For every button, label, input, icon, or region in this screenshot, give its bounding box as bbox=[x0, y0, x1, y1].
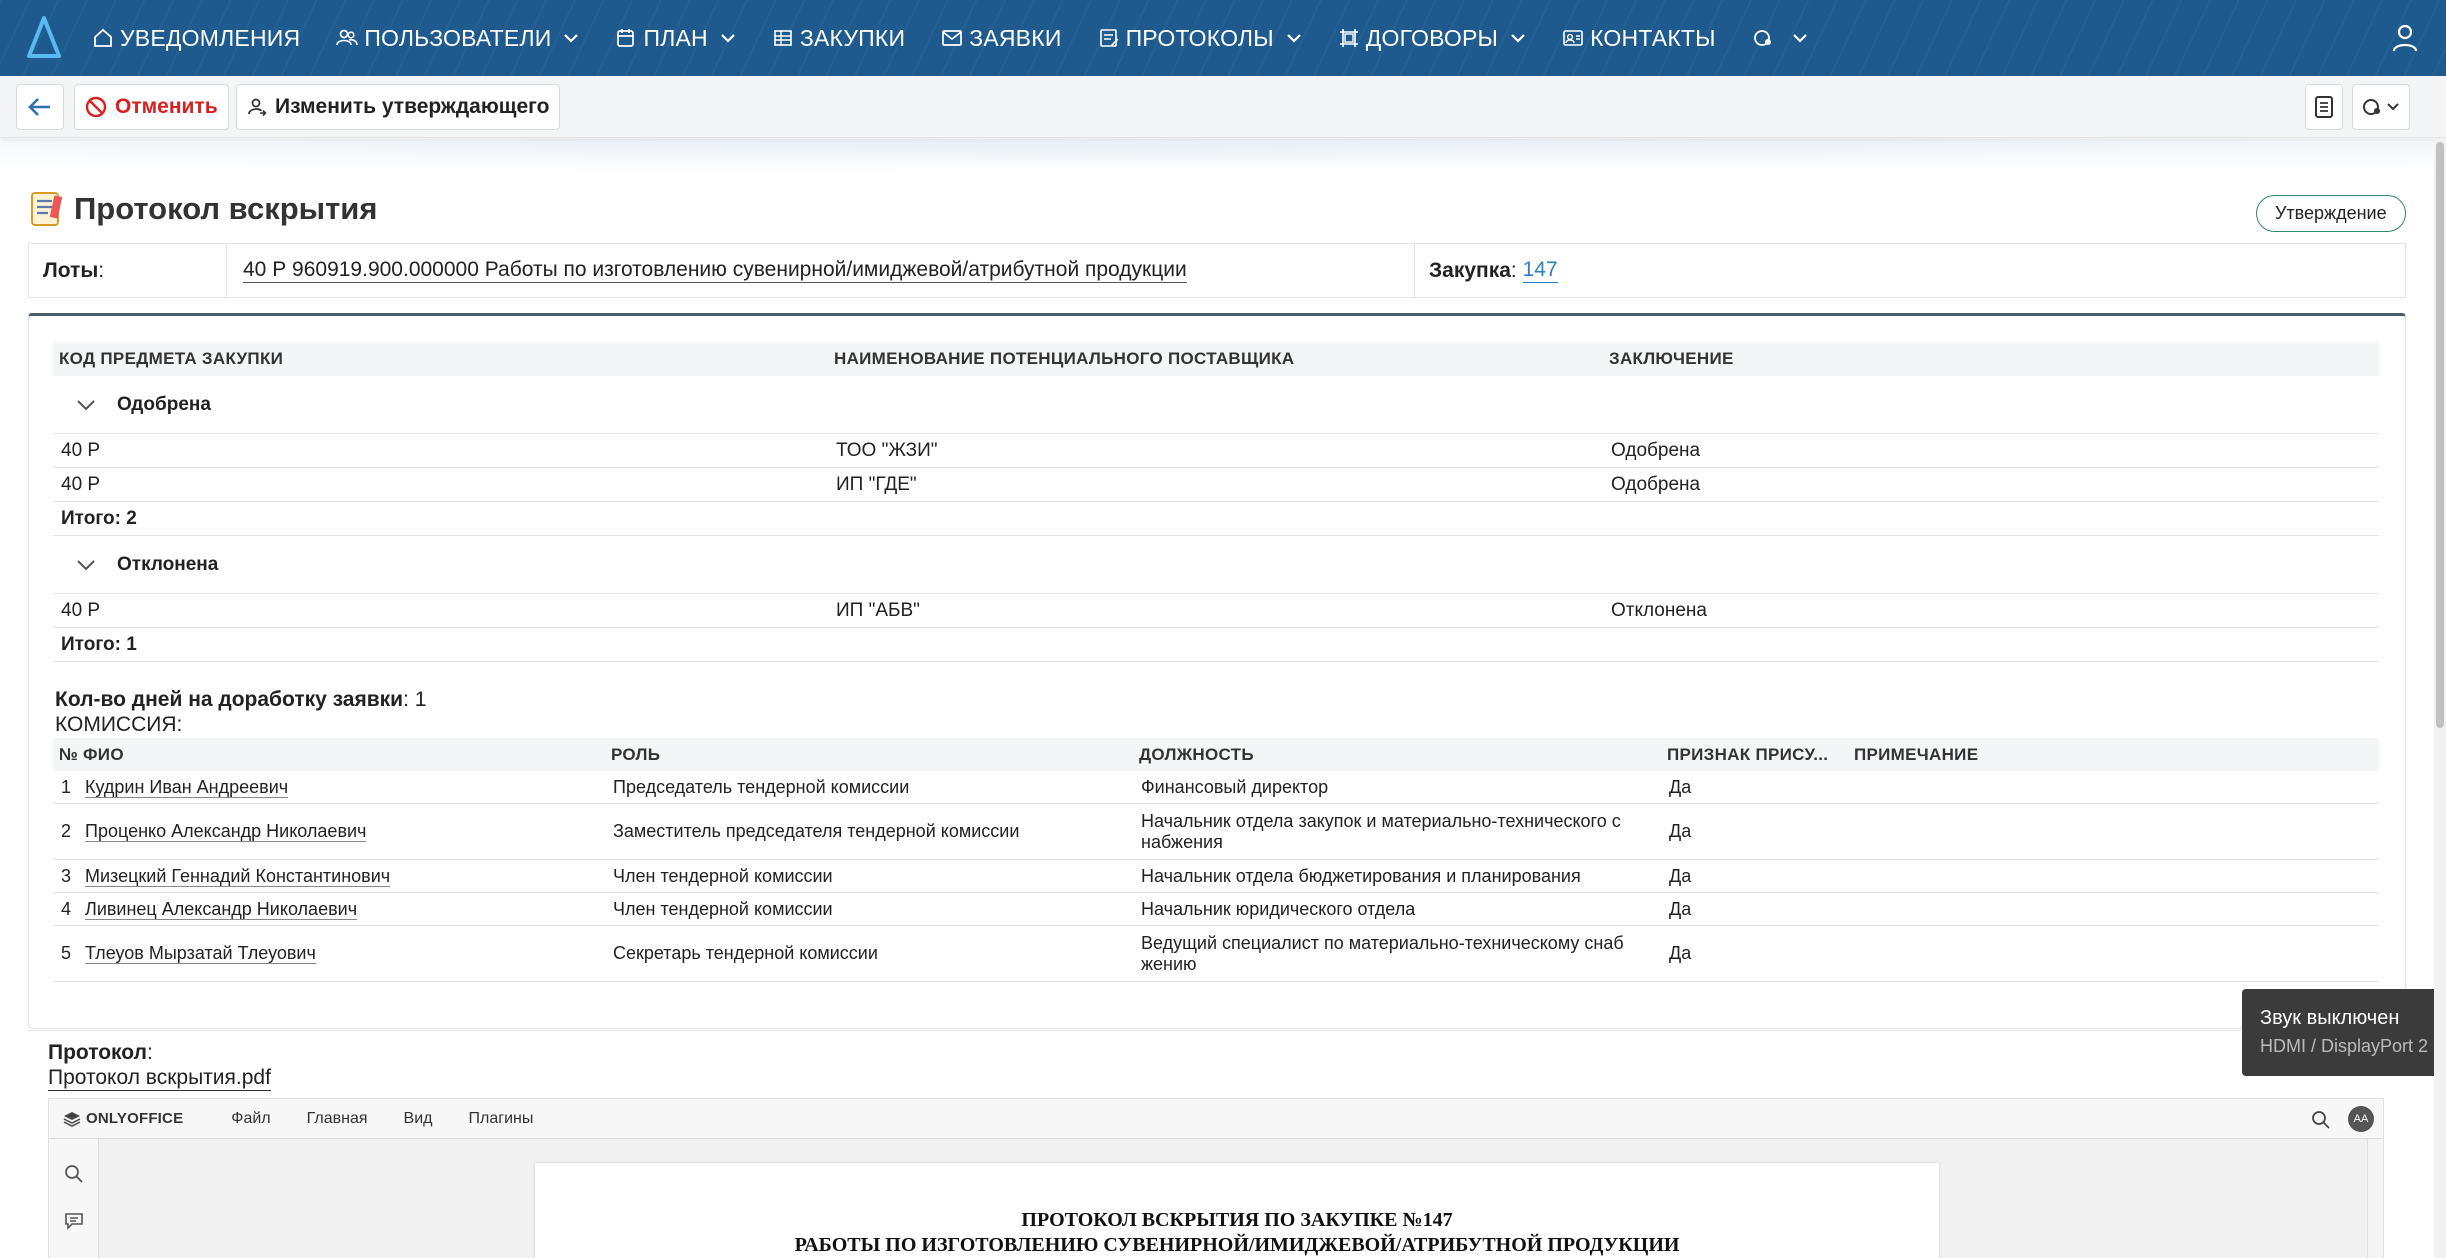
toast-subtitle: HDMI / DisplayPort 2 bbox=[2260, 1036, 2429, 1056]
nav-item-6[interactable] bbox=[1338, 25, 1526, 52]
cell-n: 1 bbox=[61, 776, 72, 797]
cell-name[interactable] bbox=[79, 899, 607, 920]
commission-table bbox=[53, 738, 2379, 982]
column-header[interactable]: ФИО bbox=[83, 744, 124, 764]
more-actions-button[interactable] bbox=[2352, 84, 2410, 130]
page-header bbox=[28, 190, 377, 228]
chevron-down-icon bbox=[720, 32, 736, 44]
cell-role: Заместитель председателя тендерной комиссии bbox=[613, 821, 1020, 841]
viewer-menu-item[interactable]: Главная bbox=[306, 1109, 368, 1127]
cell-conclusion: Одобрена bbox=[1611, 473, 1701, 495]
nav-item-5[interactable] bbox=[1098, 25, 1302, 52]
settings-clock-icon bbox=[2362, 97, 2382, 117]
cell-n: 2 bbox=[61, 821, 72, 841]
lots-value-cell bbox=[227, 244, 1415, 297]
revision-days: Кол-во дней на доработку заявки: 1 bbox=[55, 688, 427, 711]
chevron-down-icon bbox=[75, 398, 97, 412]
lots-row bbox=[28, 243, 2406, 298]
nav-item-7[interactable] bbox=[1562, 25, 1716, 52]
commission-label: КОМИССИЯ: bbox=[55, 713, 183, 736]
cell-conclusion: Одобрена bbox=[1611, 439, 1701, 461]
cell-name[interactable] bbox=[79, 777, 607, 798]
nav-item-label: ЗАКУПКИ bbox=[799, 24, 906, 51]
viewer-menu-item[interactable]: Плагины bbox=[468, 1109, 534, 1127]
viewer-menu-item[interactable]: Файл bbox=[231, 1109, 271, 1127]
cell-position: Начальник отдела закупок и материально-технического с набжения bbox=[1141, 810, 1621, 852]
commission-row[interactable] bbox=[53, 771, 2379, 804]
arrow-left-icon bbox=[28, 97, 52, 117]
group-name: Отклонена bbox=[117, 553, 219, 575]
bids-table bbox=[53, 342, 2379, 662]
group-row[interactable] bbox=[53, 536, 2379, 594]
revision-days-value: 1 bbox=[414, 688, 427, 711]
cell-position: Финансовый директор bbox=[1141, 776, 1329, 797]
calendar-icon bbox=[615, 27, 637, 49]
chevron-down-icon bbox=[1510, 32, 1526, 44]
cell-n: 5 bbox=[61, 943, 72, 963]
cell-position: Начальник отдела бюджетирования и планирования bbox=[1141, 865, 1581, 886]
group-row[interactable] bbox=[53, 376, 2379, 434]
layers-icon bbox=[63, 1111, 81, 1127]
top-navbar bbox=[0, 0, 2446, 76]
viewer-scrollbar[interactable] bbox=[2367, 1139, 2383, 1258]
commission-table-header bbox=[53, 738, 2379, 771]
member-name-link[interactable]: Проценко Александр Николаевич bbox=[85, 821, 367, 841]
nav-item-2[interactable] bbox=[615, 25, 735, 52]
page-title: Протокол вскрытия bbox=[74, 191, 378, 226]
protocol-icon bbox=[1098, 27, 1120, 49]
nav-item-label: ПРОТОКОЛЫ bbox=[1125, 24, 1274, 51]
viewer-brand: ONLYOFFICE bbox=[86, 1110, 184, 1127]
page-scrollbar[interactable] bbox=[2434, 138, 2446, 1258]
table-row[interactable] bbox=[53, 468, 2379, 502]
column-header[interactable]: РОЛЬ bbox=[611, 744, 661, 764]
onlyoffice-logo bbox=[63, 1110, 183, 1127]
lots-label-cell: Лоты : bbox=[29, 244, 227, 297]
chevron-down-icon bbox=[1286, 32, 1302, 44]
cell-conclusion: Отклонена bbox=[1611, 599, 1707, 621]
column-header[interactable]: ПРИЗНАК ПРИСУ... bbox=[1667, 744, 1829, 764]
change-approver-button[interactable] bbox=[236, 84, 560, 130]
users-icon bbox=[336, 27, 358, 49]
chevron-down-icon bbox=[563, 32, 579, 44]
column-header[interactable]: НАИМЕНОВАНИЕ ПОТЕНЦИАЛЬНОГО ПОСТАВЩИКА bbox=[834, 349, 1295, 368]
cell-present: Да bbox=[1669, 865, 1692, 886]
cell-present: Да bbox=[1669, 898, 1692, 919]
commission-row[interactable] bbox=[53, 804, 2379, 860]
column-header[interactable]: ЗАКЛЮЧЕНИЕ bbox=[1609, 349, 1734, 368]
cancel-button[interactable] bbox=[74, 84, 229, 130]
doc-title-line-2: РАБОТЫ ПО ИЗГОТОВЛЕНИЮ СУВЕНИРНОЙ/ИМИДЖЕВОЙ/АТРИБУТНОЙ ПРОДУКЦИИ bbox=[794, 1234, 1680, 1256]
nav-item-label: ПЛАН bbox=[643, 24, 708, 51]
cell-present: Да bbox=[1669, 821, 1692, 841]
nav-item-label: ПОЛЬЗОВАТЕЛИ bbox=[364, 24, 552, 51]
protocol-label-text: Протокол bbox=[48, 1041, 147, 1064]
purchase-cell: Закупка : 147 bbox=[1429, 258, 1558, 282]
cell-name[interactable] bbox=[79, 943, 607, 964]
nav-item-3[interactable] bbox=[772, 25, 905, 52]
viewer-toolbar bbox=[49, 1099, 2383, 1139]
status-badge: Утверждение bbox=[2256, 195, 2406, 232]
nav-item-label: УВЕДОМЛЕНИЯ bbox=[120, 24, 301, 51]
app-logo[interactable] bbox=[26, 14, 62, 60]
viewer-menu bbox=[231, 1110, 569, 1128]
nav-item-label: ДОГОВОРЫ bbox=[1365, 24, 1499, 51]
cell-code: 40 Р bbox=[61, 473, 101, 495]
viewer-menu-item[interactable]: Вид bbox=[403, 1109, 433, 1127]
user-icon[interactable] bbox=[2392, 24, 2418, 52]
protocol-details-card bbox=[28, 313, 2406, 1029]
protocol-document-icon bbox=[28, 190, 64, 228]
page-scrollbar-thumb[interactable] bbox=[2436, 142, 2444, 728]
member-name-link[interactable]: Ливинец Александр Николаевич bbox=[85, 898, 358, 919]
back-button[interactable] bbox=[16, 84, 64, 130]
doc-title-line-1: ПРОТОКОЛ ВСКРЫТИЯ ПО ЗАКУПКЕ №147 bbox=[1021, 1209, 1453, 1231]
table-row[interactable] bbox=[53, 434, 2379, 468]
cell-position: Ведущий специалист по материально-техническому снаб жению bbox=[1141, 932, 1624, 974]
cell-n: 4 bbox=[61, 898, 72, 919]
nav-item-label: КОНТАКТЫ bbox=[1590, 24, 1716, 51]
cell-supplier: ТОО "ЖЗИ" bbox=[836, 439, 938, 461]
chevron-down-icon bbox=[2386, 102, 2400, 112]
protocol-section bbox=[28, 1030, 2406, 1258]
cell-present: Да bbox=[1669, 776, 1692, 797]
envelope-icon bbox=[941, 27, 963, 49]
cell-role: Секретарь тендерной комиссии bbox=[613, 943, 878, 963]
column-header[interactable]: КОД ПРЕДМЕТА ЗАКУПКИ bbox=[59, 349, 284, 368]
column-header[interactable]: № bbox=[59, 744, 79, 764]
cell-position: Начальник юридического отдела bbox=[1141, 898, 1416, 919]
change-approver-label: Изменить утверждающего bbox=[275, 95, 550, 118]
cell-role: Председатель тендерной комиссии bbox=[613, 776, 910, 797]
member-name-link[interactable]: Тлеуов Мырзатай Тлеуович bbox=[85, 943, 316, 963]
group-name: Одобрена bbox=[117, 393, 211, 415]
nav-item-0[interactable] bbox=[92, 25, 300, 52]
column-header[interactable]: ПРИМЕЧАНИЕ bbox=[1854, 744, 1979, 764]
purchase-link[interactable]: 147 bbox=[1522, 258, 1558, 281]
commission-row[interactable] bbox=[53, 860, 2379, 893]
home-icon bbox=[92, 27, 114, 49]
document-icon bbox=[2314, 95, 2334, 119]
cell-name[interactable] bbox=[79, 821, 607, 842]
table-icon bbox=[772, 27, 794, 49]
revision-days-label: Кол-во дней на доработку заявки bbox=[55, 688, 404, 711]
contacts-icon bbox=[1562, 27, 1584, 49]
action-toolbar bbox=[0, 76, 2446, 138]
bids-table-header bbox=[53, 342, 2379, 376]
table-row[interactable] bbox=[53, 594, 2379, 628]
cell-code: 40 Р bbox=[61, 599, 101, 621]
contract-icon bbox=[1338, 27, 1360, 49]
member-name-link[interactable]: Мизецкий Геннадий Константинович bbox=[85, 865, 391, 886]
cell-n: 3 bbox=[61, 865, 72, 886]
nav-settings-menu[interactable] bbox=[1752, 27, 1808, 49]
volume-toast bbox=[2242, 989, 2446, 1076]
toast-title: Звук выключен bbox=[2260, 1007, 2400, 1029]
column-header[interactable]: ДОЛЖНОСТЬ bbox=[1139, 744, 1254, 764]
cancel-button-label: Отменить bbox=[115, 95, 218, 118]
group-total: Итого: 2 bbox=[53, 502, 2379, 536]
document-page bbox=[535, 1163, 1939, 1258]
sidebar-search-icon[interactable] bbox=[64, 1164, 84, 1184]
document-button[interactable] bbox=[2305, 84, 2343, 130]
protocol-label: Протокол: bbox=[48, 1041, 153, 1064]
commission-row[interactable] bbox=[53, 893, 2379, 926]
document-viewer[interactable] bbox=[48, 1098, 2384, 1258]
viewer-sidebar bbox=[49, 1139, 99, 1258]
cell-supplier: ИП "ГДЕ" bbox=[836, 473, 917, 495]
cell-supplier: ИП "АБВ" bbox=[836, 599, 920, 621]
chevron-down-icon bbox=[75, 558, 97, 572]
member-name-link[interactable]: Кудрин Иван Андреевич bbox=[85, 776, 289, 797]
header-background-pattern bbox=[0, 139, 2446, 179]
chevron-down-icon bbox=[1792, 32, 1808, 44]
protocol-file-link[interactable]: Протокол вскрытия.pdf bbox=[48, 1066, 271, 1089]
cell-role: Член тендерной комиссии bbox=[613, 865, 833, 886]
cell-name[interactable] bbox=[79, 866, 607, 887]
purchase-label: Закупка bbox=[1429, 258, 1511, 282]
cell-present: Да bbox=[1669, 943, 1692, 963]
commission-row[interactable] bbox=[53, 926, 2379, 982]
group-total: Итого: 1 bbox=[53, 628, 2379, 662]
nav-item-1[interactable] bbox=[336, 25, 579, 52]
block-icon bbox=[85, 96, 107, 118]
lot-link[interactable]: 40 Р 960919.900.000000 Работы по изготовлению сувенирной/имиджевой/атрибутной продукции bbox=[243, 258, 1187, 281]
nav-item-4[interactable] bbox=[941, 25, 1061, 52]
nav-item-label: ЗАЯВКИ bbox=[969, 24, 1062, 51]
comment-icon[interactable] bbox=[64, 1212, 84, 1230]
viewer-search-icon[interactable] bbox=[2311, 1110, 2331, 1130]
cell-code: 40 Р bbox=[61, 439, 101, 461]
cell-role: Член тендерной комиссии bbox=[613, 898, 833, 919]
user-switch-icon bbox=[247, 97, 267, 117]
lots-label: Лоты bbox=[43, 258, 99, 282]
settings-clock-icon bbox=[1752, 27, 1774, 49]
viewer-avatar[interactable]: АА bbox=[2348, 1106, 2374, 1132]
